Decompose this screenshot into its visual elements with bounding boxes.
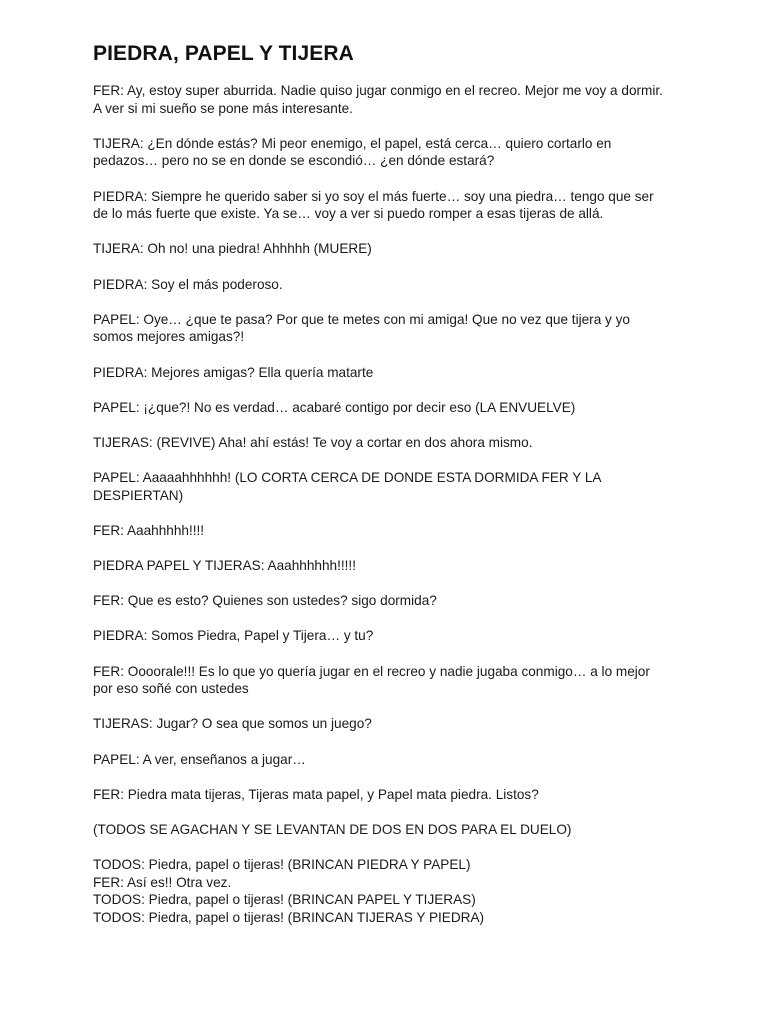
dialogue-paragraph [93, 663, 703, 698]
dialogue-paragraph [93, 557, 703, 575]
dialogue-line: somos mejores amigas?! [93, 329, 245, 345]
dialogue-line: PAPEL: Aaaaahhhhhh! (LO CORTA CERCA DE DONDE ESTA DORMIDA FER Y LA [93, 470, 602, 486]
dialogue-line: PIEDRA: Somos Piedra, Papel y Tijera… y tu? [93, 628, 374, 644]
dialogue-line: FER: Que es esto? Quienes son ustedes? sigo dormida? [93, 593, 437, 609]
dialogue-line: FER: Oooorale!!! Es lo que yo quería jugar en el recreo y nadie jugaba conmigo… a lo mejor [93, 663, 650, 679]
dialogue-line: de lo más fuerte que existe. Ya se… voy a ver si puedo romper a esas tijeras de allá. [93, 206, 604, 222]
dialogue-line: PAPEL: ¡¿que?! No es verdad… acabaré contigo por decir eso (LA ENVUELVE) [93, 399, 576, 415]
dialogue-paragraph [93, 821, 703, 839]
dialogue-line: PIEDRA: Soy el más poderoso. [93, 276, 283, 292]
dialogue-line: A ver si mi sueño se pone más interesante. [93, 100, 353, 116]
dialogue-paragraph [93, 856, 703, 926]
dialogue-line: PAPEL: A ver, enseñanos a jugar… [93, 751, 306, 767]
dialogue-line: PIEDRA: Mejores amigas? Ella quería matarte [93, 364, 374, 380]
dialogue-line: DESPIERTAN) [93, 487, 184, 503]
dialogue-line: TODOS: Piedra, papel o tijeras! (BRINCAN PIEDRA Y PAPEL) [93, 857, 471, 873]
dialogue-line: TODOS: Piedra, papel o tijeras! (BRINCAN TIJERAS Y PIEDRA) [93, 909, 485, 925]
dialogue-paragraph [93, 364, 703, 382]
dialogue-line: PIEDRA PAPEL Y TIJERAS: Aaahhhhhh!!!!! [93, 558, 356, 574]
dialogue-paragraph [93, 786, 703, 804]
dialogue-line: FER: Aaahhhhh!!!! [93, 522, 205, 538]
dialogue-line: TIJERAS: Jugar? O sea que somos un juego? [93, 716, 372, 732]
dialogue-line: FER: Así es!! Otra vez. [93, 874, 232, 890]
dialogue-paragraph [93, 399, 703, 417]
dialogue-line: TIJERA: Oh no! una piedra! Ahhhhh (MUERE) [93, 241, 372, 257]
dialogue-paragraph [93, 715, 703, 733]
dialogue-paragraph [93, 751, 703, 769]
document-page [93, 40, 703, 927]
dialogue-line: (TODOS SE AGACHAN Y SE LEVANTAN DE DOS EN DOS PARA EL DUELO) [93, 821, 572, 837]
dialogue-paragraph [93, 522, 703, 540]
dialogue-line: FER: Ay, estoy super aburrida. Nadie quiso jugar conmigo en el recreo. Mejor me voy a dormir. [93, 83, 663, 98]
document-title: PIEDRA, PAPEL Y TIJERA [93, 42, 354, 65]
dialogue-line: TIJERA: ¿En dónde estás? Mi peor enemigo, el papel, está cerca… quiero cortarlo en [93, 135, 612, 151]
script-body [93, 82, 703, 927]
dialogue-line: FER: Piedra mata tijeras, Tijeras mata papel, y Papel mata piedra. Listos? [93, 786, 539, 802]
dialogue-line: PIEDRA: Siempre he querido saber si yo soy el más fuerte… soy una piedra… tengo que ser [93, 188, 654, 204]
dialogue-line: por eso soñé con ustedes [93, 681, 249, 697]
dialogue-paragraph [93, 469, 703, 504]
dialogue-line: PAPEL: Oye… ¿que te pasa? Por que te metes con mi amiga! Que no vez que tijera y yo [93, 311, 630, 327]
dialogue-line: pedazos… pero no se en donde se escondió… ¿en dónde estará? [93, 153, 495, 169]
dialogue-paragraph [93, 434, 703, 452]
dialogue-paragraph [93, 135, 703, 170]
dialogue-paragraph [93, 240, 703, 258]
dialogue-line: TIJERAS: (REVIVE) Aha! ahí estás! Te voy a cortar en dos ahora mismo. [93, 434, 533, 450]
dialogue-paragraph [93, 627, 703, 645]
dialogue-paragraph [93, 82, 703, 117]
dialogue-paragraph [93, 592, 703, 610]
dialogue-paragraph [93, 276, 703, 294]
dialogue-line: TODOS: Piedra, papel o tijeras! (BRINCAN PAPEL Y TIJERAS) [93, 892, 476, 908]
dialogue-paragraph [93, 311, 703, 346]
dialogue-paragraph [93, 188, 703, 223]
